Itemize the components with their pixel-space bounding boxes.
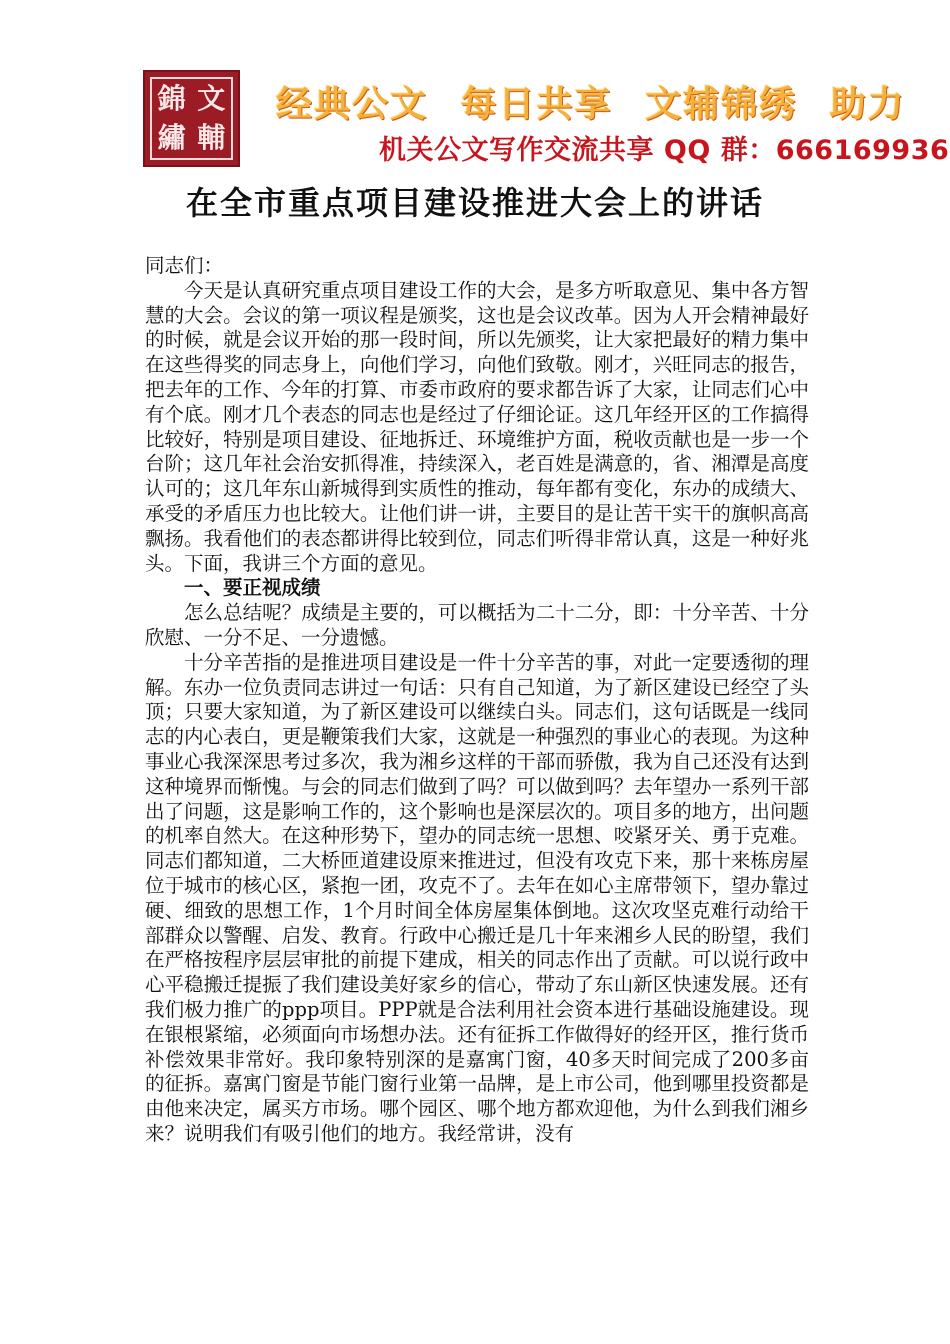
banner-qq-group: 机关公文写作交流共享 QQ 群：666169936	[379, 135, 950, 166]
body-paragraph: 怎么总结呢？成绩是主要的，可以概括为二十二分，即：十分辛苦、十分欣慰、一分不足、一分遗憾。	[145, 601, 809, 649]
banner-slogan: 经典公文 每日共享 文辅锦绣 助力	[276, 84, 906, 125]
body-paragraph: 十分辛苦指的是推进项目建设是一件十分辛苦的事，对此一定要透彻的理解。东办一位负责同志讲过一句话：只有自己知道，为了新区建设已经空了头顶；只要大家知道，为了新区建设可以继续白头。同志们，这句话既是一线同志的内心表白，更是鞭策我们大家，这就是一种强烈的事业心的表现。为这种事业心我深深思考过多次，我为湘乡这样的干部而骄傲，我为自己还没有达到这种境界而惭愧。与会的同志们做到了吗？可以做到吗？去年望办一系列干部出了问题，这是影响工作的，这个影响也是深层次的。项目多的地方，出问题的机率自然大。在这种形势下，望办的同志统一思想、咬紧牙关、勇于克难。同志们都知道，二大桥匝道建设原来推进过，但没有攻克下来，那十来栋房屋位于城市的核心区，紧抱一团，攻克不了。去年在如心主席带领下，望办靠过硬、细致的思想工作，1个月时间全体房屋集体倒地。这次攻坚克难行动给干部群众以警醒、启发、教育。行政中心搬迁是几十年来湘乡人民的盼望，我们在严格按程序层层审批的前提下建成，相关的同志作出了贡献。可以说行政中心平稳搬迁提振了我们建设美好家乡的信心，带动了东山新区快速发展。还有我们极力推广的ppp项目。PPP就是合法利用社会资本进行基础设施建设。现在银根紧缩，必须面向市场想办法。还有征拆工作做得好的经开区，推行货币补偿效果非常好。我印象特别深的是嘉寓门窗，40多天时间完成了200多亩的征拆。嘉寓门窗是节能门窗行业第一品牌，是上市公司，他到哪里投资都是由他来决定，属买方市场。哪个园区、哪个地方都欢迎他，为什么到我们湘乡来？说明我们有吸引他们的地方。我经常讲，没有	[145, 650, 809, 1145]
seal-logo-frame	[150, 77, 233, 160]
body-paragraph: 今天是认真研究重点项目建设工作的大会，是多方听取意见、集中各方智慧的大会。会议的第一项议程是颁奖，这也是会议改革。因为人开会精神最好的时候，就是会议开始的那一段时间，所以先颁奖，让大家把最好的精力集中在这些得奖的同志身上，向他们学习，向他们致敬。刚才，兴旺同志的报告，把去年的工作、今年的打算、市委市政府的要求都告诉了大家，让同志们心中有个底。刚才几个表态的同志也是经过了仔细论证。这几年经开区的工作搞得比较好，特别是项目建设、征地拆迁、环境维护方面，税收贡献也是一步一个台阶；这几年社会治安抓得准，持续深入，老百姓是满意的，省、湘潭是高度认可的；这几年东山新城得到实质性的推动，每年都有变化，东办的成绩大、承受的矛盾压力也比较大。让他们讲一讲，主要目的是让苦干实干的旗帜高高飘扬。我看他们的表态都讲得比较到位，同志们听得非常认真，这是一种好兆头。下面，我讲三个方面的意见。	[145, 278, 809, 575]
seal-char: 文	[197, 81, 226, 115]
section-heading: 一、要正视成绩	[184, 576, 321, 600]
document-body	[145, 254, 809, 1147]
document-title: 在全市重点项目建设推进大会上的讲话	[185, 184, 764, 222]
seal-char: 繡	[157, 121, 186, 155]
seal-char: 錦	[157, 81, 186, 115]
header-banner	[143, 70, 950, 168]
seal-char: 輔	[197, 121, 226, 155]
seal-logo	[143, 70, 240, 167]
salutation: 同志们：	[145, 254, 224, 277]
